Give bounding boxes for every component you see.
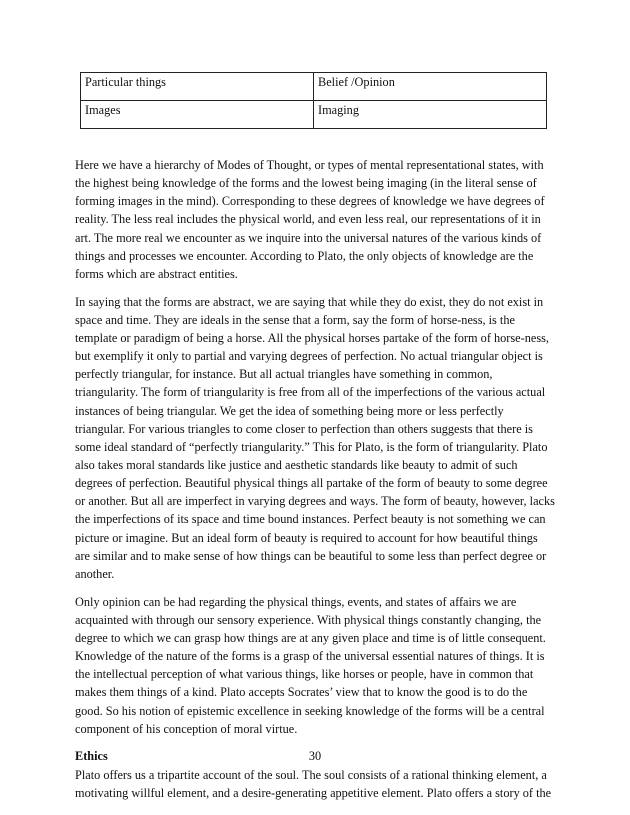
page-number: 30 (308, 749, 322, 763)
table-cell: Imaging (314, 101, 547, 129)
paragraph-abstract-forms: In saying that the forms are abstract, we are saying that while they do exist, they do not exist in space and time. They are ideals in the sense that a form, say the form of horse-ness, is the template or paradigm of being a horse. All the physical horses partake of the form of horse-ness, but exemplify it only to partial and varying degrees of perfection. No actual triangular object is perfectly triangular, for instance. But all actual triangles have something in common, triangularity. The form of triangularity is free from all of the imperfections of the various actual instances of being triangular. We get the idea of something being more or less perfectly triangular. For various triangles to come closer to perfection than others suggests that there is some ideal standard of “perfectly triangularity.” This for Plato, is the form of triangularity. Plato also takes moral standards like justice and aesthetic standards like beauty to admit of such degrees of perfection. Beautiful physical things all partake of the form of beauty to some degree or another. But all are imperfect in varying degrees and ways. The form of beauty, however, lacks the imperfections of its space and time bound instances. Perfect beauty is not something we can picture or imagine. But an ideal form of beauty is required to account for how beautiful things are similar and to make sense of how things can be beautiful to some less than perfect degree or another. (75, 294, 555, 581)
modes-table (80, 72, 547, 129)
table-row (81, 101, 547, 129)
paragraph-modes-of-thought: Here we have a hierarchy of Modes of Thought, or types of mental representational states, with the highest being knowledge of the forms and the lowest being imaging (in the literal sense of forming images in the mind). Corresponding to these degrees of knowledge we have degrees of reality. The less real includes the physical world, and even less real, our representations of it in art. The more real we encounter as we inquire into the universal natures of the various kinds of things and processes we encounter. According to Plato, the only objects of knowledge are the forms which are abstract entities. (75, 158, 545, 281)
paragraph-opinion-knowledge: Only opinion can be had regarding the physical things, events, and states of affairs we are acquainted with through our sensory experience. With physical things constantly changing, the degree to which we can grasp how things are at any given place and time is of little consequent. Knowledge of the nature of the forms is a grasp of the universal essential natures of things. It is the intellectual perception of what various things, like horses or people, have in common that makes them things of a kind. Plato accepts Socrates’ view that to know the good is to do the good. So his notion of epistemic excellence in seeking knowledge of the forms will be a central component of his conception of moral virtue. (75, 594, 546, 736)
table-row (81, 73, 547, 101)
paragraph-ethics: Plato offers us a tripartite account of the soul. The soul consists of a rational thinking element, a motivating willful element, and a desire-generating appetitive element. Plato offers a story of the (75, 767, 552, 800)
body-text (75, 156, 555, 811)
table-cell: Particular things (81, 73, 314, 101)
section-heading-ethics: Ethics (75, 749, 108, 764)
table-cell: Images (81, 101, 314, 129)
table-cell: Belief /Opinion (314, 73, 547, 101)
